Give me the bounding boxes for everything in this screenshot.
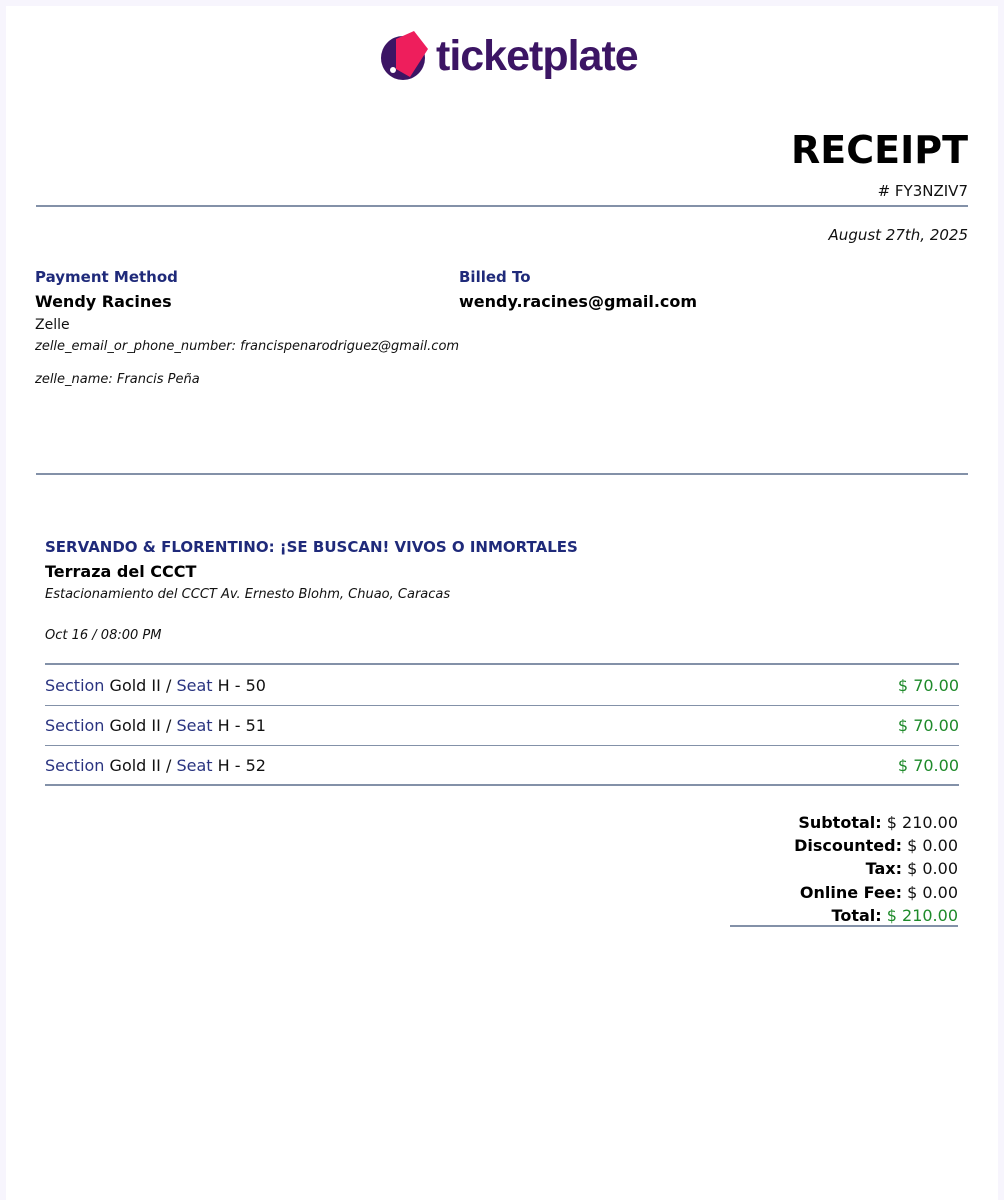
- section-value: Gold II: [109, 676, 161, 695]
- zelle-contact: zelle_email_or_phone_number: francispenarodriguez@gmail.com: [35, 339, 460, 354]
- divider: [36, 473, 968, 475]
- section-word: Section: [45, 716, 105, 735]
- ticket-seat-info: [45, 756, 266, 775]
- event-info: [45, 538, 959, 643]
- ticket-row: [45, 746, 959, 786]
- tax-value: $ 0.00: [907, 859, 958, 879]
- subtotal-row: [794, 811, 958, 834]
- seat-word: Seat: [176, 755, 213, 775]
- billed-to-label: Billed To: [459, 268, 531, 286]
- payment-method-label: Payment Method: [35, 268, 178, 286]
- ticket-seat-info: [45, 716, 266, 735]
- tax-row: [794, 857, 958, 880]
- ticket-price: $ 70.00: [897, 755, 959, 775]
- separator: /: [165, 676, 172, 695]
- separator: /: [165, 755, 172, 775]
- receipt-number: # FY3NZIV7: [877, 182, 968, 200]
- ticket-price: $ 70.00: [897, 676, 959, 695]
- brand-logo: [376, 26, 638, 86]
- separator: /: [165, 716, 172, 735]
- billed-email: wendy.racines@gmail.com: [459, 292, 698, 311]
- receipt-title: RECEIPT: [791, 128, 968, 172]
- receipt-date: August 27th, 2025: [828, 226, 968, 244]
- event-address: Estacionamiento del CCCT Av. Ernesto Blohm, Chuao, Caracas: [45, 587, 451, 602]
- seat-value: H - 50: [217, 676, 266, 695]
- payment-type: Zelle: [35, 317, 70, 333]
- ticket-logo-icon: [376, 27, 434, 85]
- event-datetime: Oct 16 / 08:00 PM: [45, 628, 162, 643]
- discount-row: [794, 834, 958, 857]
- ticket-price: $ 70.00: [897, 716, 959, 735]
- divider: [45, 663, 959, 665]
- seat-value: H - 51: [217, 716, 266, 735]
- total-row: [794, 904, 958, 927]
- seat-word: Seat: [176, 716, 213, 735]
- divider: [36, 205, 968, 207]
- total-value: $ 210.00: [886, 905, 958, 925]
- subtotal-value: $ 210.00: [886, 813, 958, 832]
- ticket-seat-info: [45, 676, 266, 695]
- fee-row: [794, 881, 958, 904]
- total-label: Total:: [831, 905, 882, 925]
- receipt-page: [6, 6, 998, 1200]
- section-word: Section: [45, 755, 105, 775]
- brand-name: ticketplate: [436, 31, 638, 80]
- payer-name: Wendy Racines: [35, 292, 172, 311]
- fee-label: Online Fee:: [799, 882, 903, 902]
- seat-value: H - 52: [217, 755, 266, 775]
- event-venue: Terraza del CCCT: [45, 562, 197, 581]
- section-value: Gold II: [109, 716, 161, 735]
- totals-underline: [730, 925, 958, 927]
- fee-value: $ 0.00: [907, 882, 958, 902]
- section-value: Gold II: [109, 755, 161, 775]
- event-title: SERVANDO & FLORENTINO: ¡SE BUSCAN! VIVOS O INMORTALES: [45, 538, 578, 556]
- discount-label: Discounted:: [794, 836, 903, 856]
- totals-block: [794, 811, 958, 927]
- zelle-name: zelle_name: Francis Peña: [35, 372, 200, 387]
- tax-label: Tax:: [865, 859, 903, 879]
- ticket-row: [45, 666, 959, 706]
- subtotal-label: Subtotal:: [798, 813, 882, 832]
- payment-method-block: [35, 268, 459, 387]
- discount-value: $ 0.00: [907, 836, 958, 856]
- seat-word: Seat: [176, 676, 213, 695]
- billed-to-block: [459, 268, 697, 311]
- ticket-row: [45, 706, 959, 746]
- section-word: Section: [45, 676, 105, 695]
